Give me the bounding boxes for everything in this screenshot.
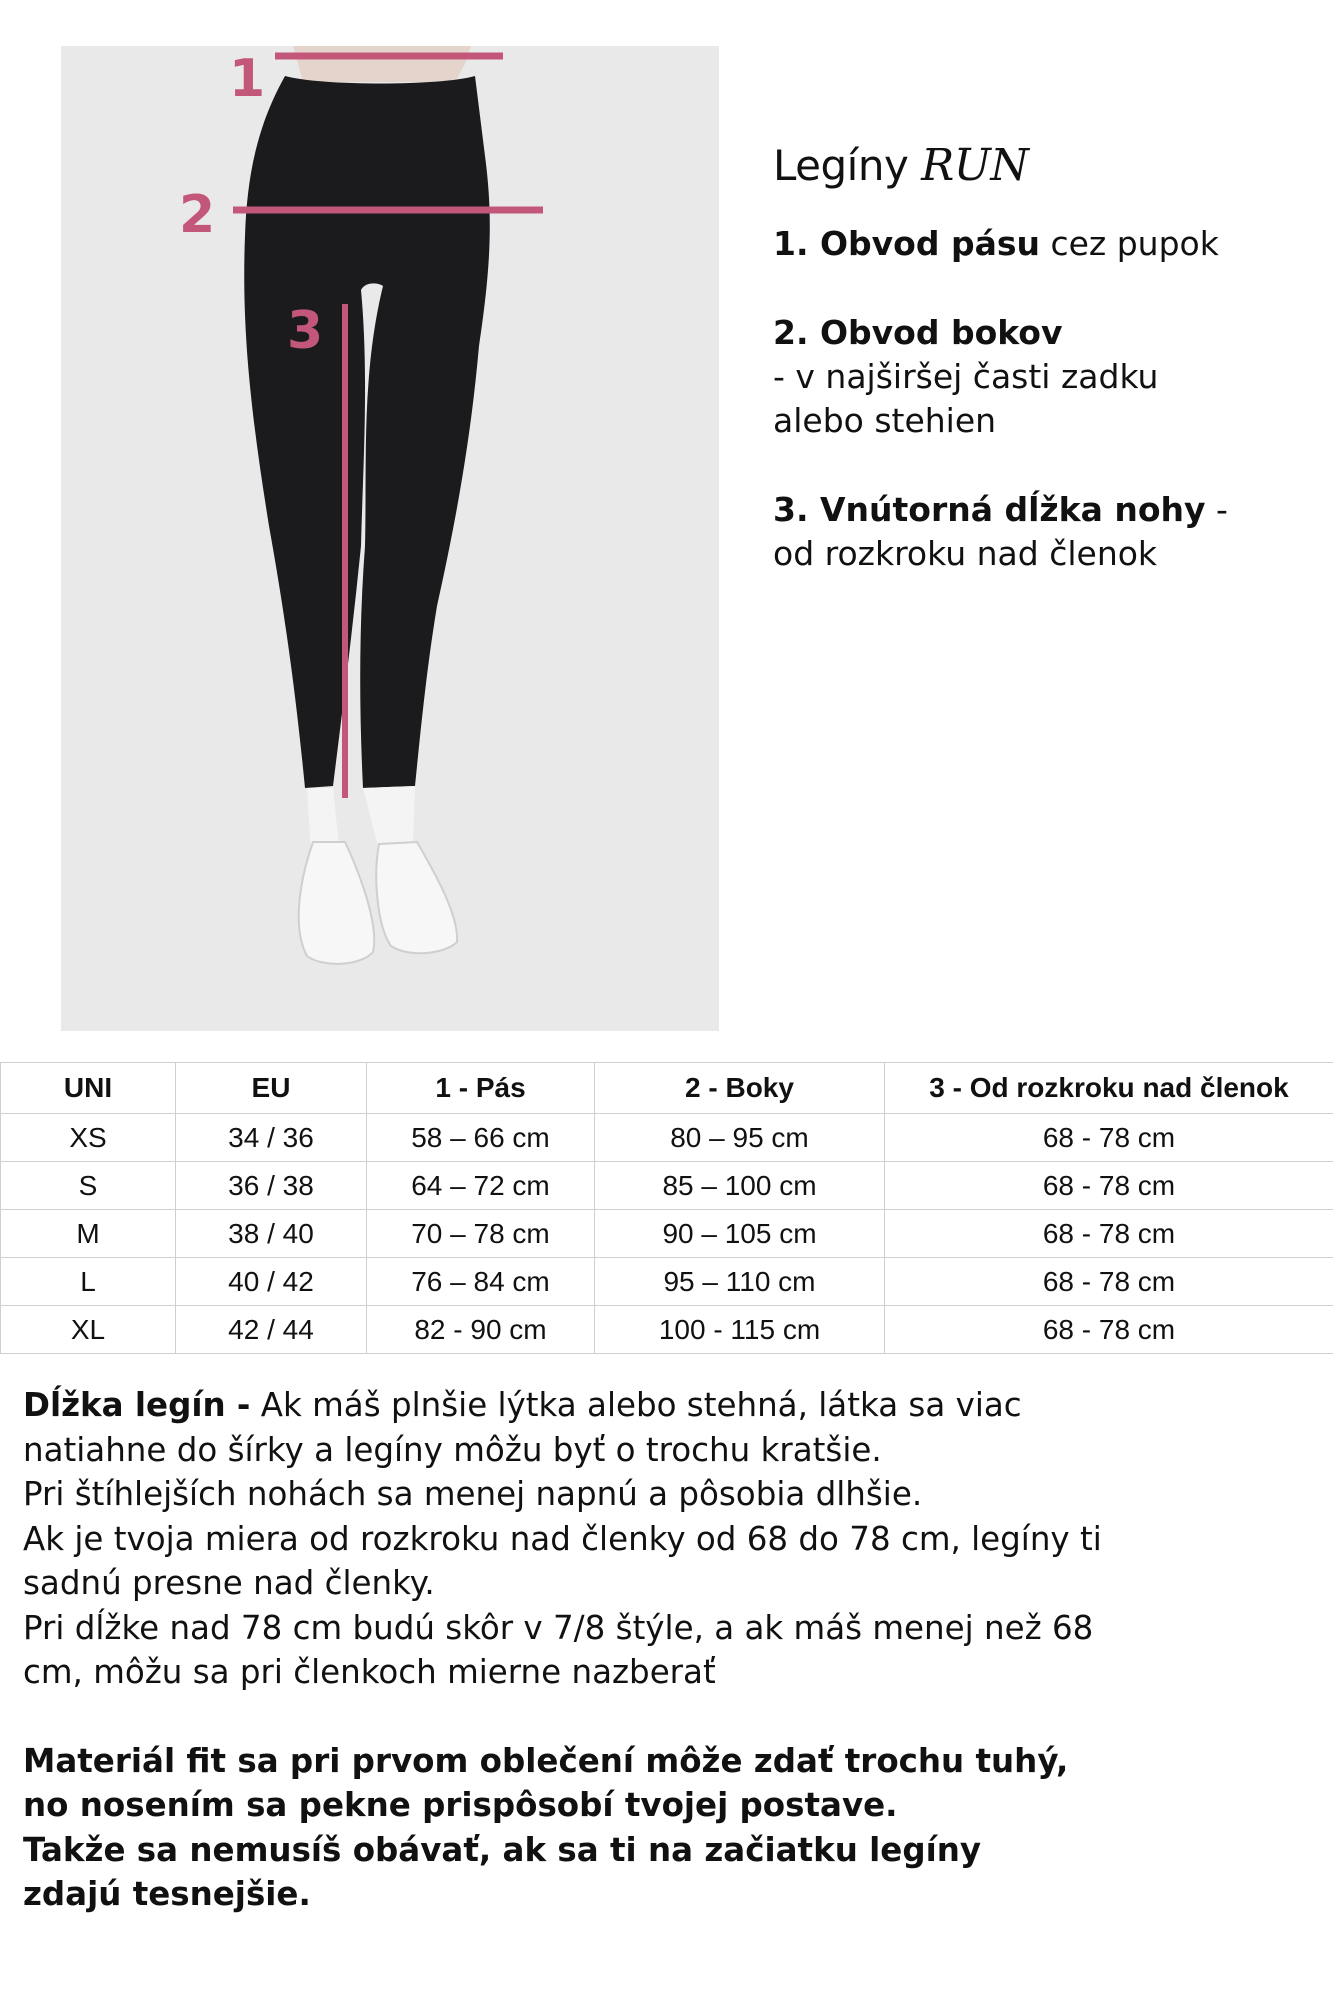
product-title: Legíny RUN: [773, 140, 1029, 191]
model-name: RUN: [921, 140, 1029, 191]
right-shoe: [376, 842, 457, 953]
table-row: M 38 / 40 70 – 78 cm 90 – 105 cm 68 - 78 cm: [1, 1210, 1333, 1258]
marker-3: 3: [287, 301, 324, 361]
header-eu: EU: [176, 1063, 367, 1114]
leggings-illustration: [61, 46, 719, 1031]
size-table: [0, 1062, 1333, 1354]
measure-hips: 2. Obvod bokov - v najširšej časti zadku alebo stehien: [773, 313, 1159, 440]
table-header-row: [1, 1063, 1333, 1114]
header-inseam: 3 - Od rozkroku nad členok: [885, 1063, 1333, 1114]
table-row: XL 42 / 44 82 - 90 cm 100 - 115 cm 68 - 78 cm: [1, 1306, 1333, 1354]
right-sock: [363, 786, 415, 850]
marker-1: 1: [229, 49, 266, 109]
table-row: XS 34 / 36 58 – 66 cm 80 – 95 cm 68 - 78 cm: [1, 1114, 1333, 1162]
torso-skin: [293, 46, 471, 82]
measurement-guide: [773, 138, 1293, 621]
header-hips: 2 - Boky: [595, 1063, 885, 1114]
product-photo: [61, 46, 719, 1031]
material-note: Materiál fit sa pri prvom oblečení môže zdať trochu tuhý, no nosením sa pekne prispôsobí tvojej postave. Takže sa nemusíš obávať, ak sa ti na začiatku legíny zdajú tesnejšie.: [23, 1741, 1069, 1913]
fit-notes: [23, 1383, 1313, 1917]
table-row: S 36 / 38 64 – 72 cm 85 – 100 cm 68 - 78 cm: [1, 1162, 1333, 1210]
header-waist: 1 - Pás: [367, 1063, 595, 1114]
leggings-shape: [244, 76, 490, 788]
marker-2: 2: [179, 185, 216, 245]
measure-inseam: 3. Vnútorná dĺžka nohy - od rozkroku nad členok: [773, 490, 1228, 573]
table-row: L 40 / 42 76 – 84 cm 95 – 110 cm 68 - 78 cm: [1, 1258, 1333, 1306]
measure-waist: 1. Obvod pásu cez pupok: [773, 224, 1219, 263]
left-shoe: [299, 842, 374, 964]
length-note: Dĺžka legín - Ak máš plnšie lýtka alebo stehná, látka sa viac natiahne do šírky a legíny môžu byť o trochu kratšie. Pri štíhlejších nohách sa menej napnú a pôsobia dlhšie. Ak je tvoja miera od rozkroku nad členky od 68 do 78 cm, legíny ti sadnú presne nad členky. Pri dĺžke nad 78 cm budú skôr v 7/8 štýle, a ak máš menej než 68 cm, môžu sa pri členkoch mierne nazberať: [23, 1386, 1102, 1691]
header-uni: UNI: [1, 1063, 176, 1114]
